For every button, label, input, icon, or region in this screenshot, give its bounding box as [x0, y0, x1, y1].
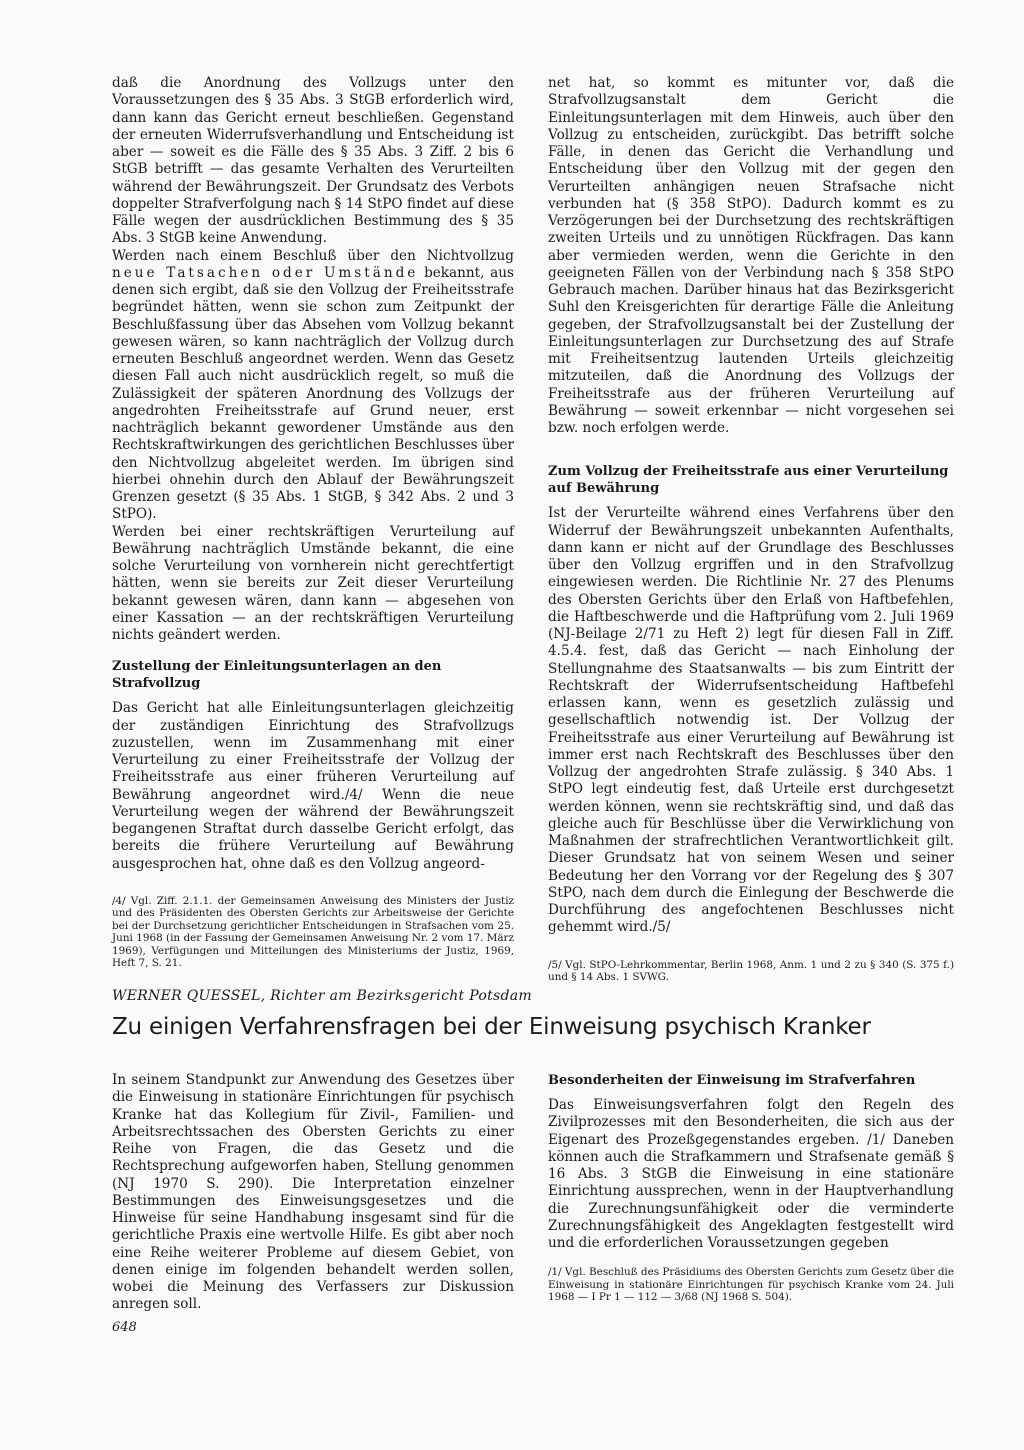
article-title: Zu einigen Verfahrensfragen bei der Einweisung psychisch Kranker: [112, 1014, 871, 1040]
emphasized-text: neue Tatsachen oder Umstände: [112, 264, 419, 281]
left-column-top: [112, 75, 514, 970]
footnote-block: [548, 959, 954, 984]
paragraph: Das Einweisungsverfahren folgt den Regeln des Zivilprozesses mit den Besonderheiten, die sich aus der Eigenart des Prozeßgegenstandes ergeben. /1/ Daneben können auch die Strafkammern und Strafsenate gemäß § 16 Abs. 3 StGB die Einweisung in eine stationäre Einrichtung aussprechen, wenn in der Hauptverhandlung die Zurechnungsunfähigkeit oder die verminderte Zurechnungsfähigkeit des Angeklagten festgestellt wird und die erforderlichen Voraussetzungen gegeben: [548, 1097, 954, 1251]
article-author: WERNER QUESSEL, Richter am Bezirksgericht Potsdam: [112, 988, 532, 1004]
right-column-bottom: [548, 1072, 954, 1304]
paragraph: Das Gericht hat alle Einleitungsunterlagen gleichzeitig der zuständigen Einrichtung des Strafvollzugs zuzustellen, wenn im Zusammenhang mit einer Verurteilung zu einer Freiheitsstrafe der Vollzug der Freiheitsstrafe aus einer früheren Verurteilung auf Bewährung angeordnet wird./4/ Wenn die neue Verurteilung wegen der während der Bewährungszeit begangenen Straftat durch dasselbe Gericht erfolgt, das bereits die frühere Verurteilung auf Bewährung ausgesprochen hat, ohne daß es den Vollzug angeord-: [112, 700, 514, 872]
page-number: 648: [112, 1320, 137, 1335]
section-heading: Zum Vollzug der Freiheitsstrafe aus einer Verurteilung auf Bewährung: [548, 464, 949, 497]
left-column-bottom: [112, 1072, 514, 1314]
right-column-top: [548, 75, 954, 984]
text-run: Werden nach einem Beschluß über den Nichtvollzug: [112, 247, 514, 264]
footnote: /1/ Vgl. Beschluß des Präsidiums des Obersten Gerichts zum Gesetz über die Einweisung in stationäre Einrichtungen für psychisch Kranke vom 24. Juli 1968 — I Pr 1 — 112 — 3/68 (NJ 1968 S. 504).: [548, 1266, 954, 1304]
text-run: bekannt, aus denen sich ergibt, daß sie den Vollzug der Freiheitsstrafe begründet hätten, wenn sie schon zum Zeitpunkt der Beschlußfassung über das Absehen vom Vollzug bekannt gewesen wären, so kann nachträglich der Vollzug durch erneuten Beschluß angeordnet werden. Wenn das Gesetz diesen Fall auch nicht ausdrücklich regelt, so muß die Zulässigkeit der späteren Anordnung des Vollzugs der angedrohten Freiheitsstrafe auf Grund neuer, erst nachträglich bekannt gewordener Umstände aus den Rechtskraftwirkungen des gerichtlichen Beschlusses über den Nichtvollzug abgeleitet werden. Im übrigen sind hierbei ohnehin durch den Ablauf der Bewährungszeit Grenzen gesetzt (§ 35 Abs. 1 StGB, § 342 Abs. 2 und 3 StPO).: [112, 264, 514, 523]
section-heading: Zustellung der Einleitungsunterlagen an den Strafvollzug: [112, 659, 442, 692]
paragraph: daß die Anordnung des Vollzugs unter den Voraussetzungen des § 35 Abs. 3 StGB erforderlich wird, dann kann das Gericht erneut beschließen. Gegenstand der erneuten Widerrufsverhandlung und Entscheidung ist aber — soweit es die Fälle des § 35 Abs. 3 Ziff. 2 bis 6 StGB betrifft — das gesamte Verhalten des Verurteilten während der Bewährungszeit. Der Grundsatz des Verbots doppelter Strafverfolgung nach § 14 StPO findet auf diese Fälle wegen der ausdrücklichen Bestimmung des § 35 Abs. 3 StGB keine Anwendung.: [112, 75, 514, 247]
footnote-block: [112, 895, 514, 970]
paragraph: Werden bei einer rechtskräftigen Verurteilung auf Bewährung nachträglich Umstände bekannt, die eine solche Verurteilung von vornherein nicht gerechtfertigt hätten, wenn sie bereits zur Zeit dieser Verurteilung bekannt gewesen wären, dann kann — abgesehen von einer Kassation — an der rechtskräftigen Verurteilung nichts geändert werden.: [112, 523, 514, 643]
footnote: /5/ Vgl. StPO-Lehrkommentar, Berlin 1968, Anm. 1 und 2 zu § 340 (S. 375 f.) und § 14 Abs. 1 SVWG.: [548, 958, 954, 983]
paragraph: In seinem Standpunkt zur Anwendung des Gesetzes über die Einweisung in stationäre Einrichtungen für psychisch Kranke hat das Kollegium für Zivil-, Familien- und Arbeitsrechtssachen des Obersten Gerichts zu einer Reihe von Fragen, die das Gesetz und die Rechtsprechung aufgeworfen haben, Stellung genommen (NJ 1970 S. 290). Die Interpretation einzelner Bestimmungen des Einweisungsgesetzes und die Hinweise für seine Handhabung insgesamt sind für die gerichtliche Praxis eine wertvolle Hilfe. Es gibt aber noch eine Reihe weiterer Probleme auf diesem Gebiet, von denen einige im folgenden behandelt werden sollen, wobei die Meinung des Verfassers zur Diskussion anregen soll.: [112, 1072, 514, 1313]
footnote-block: [548, 1266, 954, 1304]
paragraph: Ist der Verurteilte während eines Verfahrens über den Widerruf der Bewährungszeit unbekannten Aufenthalts, dann kann er nicht auf der Grundlage des Beschlusses über den Vollzug ergriffen und in den Strafvollzug eingewiesen werden. Die Richtlinie Nr. 27 des Plenums des Obersten Gerichts über den Erlaß von Haftbefehlen, die Haftbeschwerde und die Haftprüfung vom 2. Juli 1969 (NJ-Beilage 2/71 zu Heft 2) legt für diesen Fall in Ziff. 4.5.4. fest, daß das Gericht — nach Einholung der Stellungnahme des Staatsanwalts — bis zum Eintritt der Rechtskraft der Widerrufsentscheidung Haftbefehl erlassen kann, wenn es gesetzlich zulässig und gesellschaftlich notwendig ist. Der Vollzug der Freiheitsstrafe aus einer Verurteilung auf Bewährung ist immer erst nach Rechtskraft des Beschlusses über den Vollzug der angedrohten Strafe zulässig. § 340 Abs. 1 StPO legt eindeutig fest, daß Urteile erst durchgesetzt werden können, wenn sie rechtskräftig sind, und daß das gleiche auch für Beschlüsse über die Verwirklichung von Maßnahmen der strafrechtlichen Verantwortlichkeit gilt. Dieser Grundsatz hat von seinem Wesen und seiner Bedeutung her den Vorrang vor der Regelung des § 307 StPO, nach dem durch die Einlegung der Beschwerde die Durchführung des angefochtenen Beschlusses nicht gehemmt wird./5/: [548, 505, 954, 936]
paragraph: [112, 248, 514, 524]
paragraph: net hat, so kommt es mitunter vor, daß die Strafvollzugsanstalt dem Gericht die Einleitungsunterlagen mit dem Hinweis, auch über den Vollzug zu entscheiden, zurückgibt. Das betrifft solche Fälle, in denen das Gericht die Verhandlung und Entscheidung über den Vollzug mit der gegen den Verurteilten anhängigen neuen Strafsache nicht verbunden hat (§ 358 StPO). Dadurch kommt es zu Verzögerungen bei der Durchsetzung des rechtskräftigen zweiten Urteils und zu unnötigen Rückfragen. Das kann aber vermieden werden, wenn die Gerichte in den geeigneten Fällen von der Verbindung nach § 358 StPO Gebrauch machen. Darüber hinaus hat das Bezirksgericht Suhl den Kreisgerichten für derartige Fälle die Anleitung gegeben, der Strafvollzugsanstalt bei der Zustellung der Einleitungsunterlagen zur Durchsetzung des auf Strafe mit Freiheitsentzug lautenden Urteils gleichzeitig mitzuteilen, daß die Anordnung des Vollzugs der Freiheitsstrafe aus der früheren Verurteilung auf Bewährung — soweit erkennbar — nicht vorgesehen sei bzw. noch erfolgen werde.: [548, 75, 954, 436]
footnote: /4/ Vgl. Ziff. 2.1.1. der Gemeinsamen Anweisung des Ministers der Justiz und des Präsidenten des Obersten Gerichts zur Arbeitsweise der Gerichte bei der Durchsetzung gerichtlicher Entscheidungen in Strafsachen vom 25. Juni 1968 (in der Fassung der Gemeinsamen Anweisung Nr. 2 vom 17. März 1969), Verfügungen und Mitteilungen des Ministeriums der Justiz, 1969, Heft 7, S. 21.: [112, 894, 514, 970]
section-heading: Besonderheiten der Einweisung im Strafverfahren: [548, 1073, 916, 1088]
